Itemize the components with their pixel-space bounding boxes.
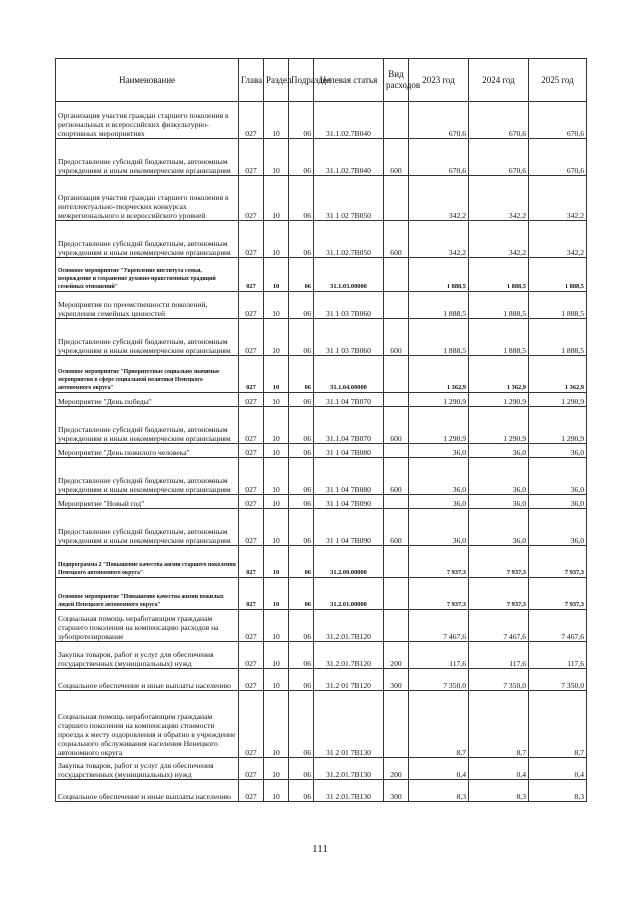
row-podrazdel: 06 bbox=[289, 610, 314, 642]
row-statya: 31 2.01.7В130 bbox=[314, 780, 384, 802]
row-vid: 200 bbox=[384, 642, 409, 669]
header-2025: 2025 год bbox=[529, 59, 587, 102]
row-2025: 1 290,9 bbox=[529, 393, 587, 407]
row-2024: 342,2 bbox=[469, 176, 529, 221]
row-name: Мероприятия по преемственности поколений, укрепления семейных ценностей bbox=[56, 292, 239, 319]
header-podrazdel: Подраздел bbox=[289, 59, 314, 102]
row-statya: 31.1 04 7В070 bbox=[314, 393, 384, 407]
row-2023: 0,4 bbox=[409, 758, 469, 780]
row-2024: 1 290,9 bbox=[469, 407, 529, 444]
row-2023: 36,0 bbox=[409, 509, 469, 546]
row-podrazdel: 06 bbox=[289, 258, 314, 292]
row-glava: 027 bbox=[239, 221, 264, 258]
row-vid: 600 bbox=[384, 509, 409, 546]
row-vid: 600 bbox=[384, 458, 409, 495]
table-row bbox=[56, 393, 587, 407]
row-glava: 027 bbox=[239, 102, 264, 139]
row-podrazdel: 06 bbox=[289, 691, 314, 758]
header-statya: Целевая статья bbox=[314, 59, 384, 102]
row-razdel: 10 bbox=[264, 758, 289, 780]
row-name: Закупка товаров, работ и услуг для обеспечения государственных (муниципальных) нужд bbox=[56, 642, 239, 669]
row-razdel: 10 bbox=[264, 578, 289, 610]
row-vid bbox=[384, 176, 409, 221]
row-name: Мероприятие "Новый год" bbox=[56, 495, 239, 509]
row-name: Мероприятие "День пожилого человека" bbox=[56, 444, 239, 458]
row-2024: 1 362,9 bbox=[469, 356, 529, 393]
row-podrazdel: 06 bbox=[289, 669, 314, 691]
row-vid: 200 bbox=[384, 758, 409, 780]
row-statya: 31 1 02 7В050 bbox=[314, 176, 384, 221]
row-podrazdel: 06 bbox=[289, 356, 314, 393]
row-vid: 600 bbox=[384, 221, 409, 258]
row-name: Предоставление субсидий бюджетным, автономным учреждениям и иным некоммерческим организациям bbox=[56, 509, 239, 546]
row-name: Социальная помощь неработающим гражданам старшего поколения на компенсацию расходов на зубопротезирование bbox=[56, 610, 239, 642]
row-glava: 027 bbox=[239, 176, 264, 221]
budget-table bbox=[55, 58, 587, 802]
row-2023: 342,2 bbox=[409, 221, 469, 258]
row-glava: 027 bbox=[239, 780, 264, 802]
row-razdel: 10 bbox=[264, 102, 289, 139]
row-vid bbox=[384, 258, 409, 292]
row-razdel: 10 bbox=[264, 610, 289, 642]
row-podrazdel: 06 bbox=[289, 780, 314, 802]
row-razdel: 10 bbox=[264, 176, 289, 221]
row-2024: 7 937,3 bbox=[469, 578, 529, 610]
row-glava: 027 bbox=[239, 139, 264, 176]
row-razdel: 10 bbox=[264, 691, 289, 758]
row-2025: 670,6 bbox=[529, 139, 587, 176]
row-vid bbox=[384, 691, 409, 758]
row-razdel: 10 bbox=[264, 458, 289, 495]
table-row bbox=[56, 780, 587, 802]
row-vid bbox=[384, 546, 409, 578]
row-razdel: 10 bbox=[264, 444, 289, 458]
row-podrazdel: 06 bbox=[289, 444, 314, 458]
row-glava: 027 bbox=[239, 669, 264, 691]
row-2023: 1 290,9 bbox=[409, 407, 469, 444]
row-name: Организация участия граждан старшего поколения в интеллектуально-творческих конкурсах межрегионального и всероссийского уровней bbox=[56, 176, 239, 221]
header-2023: 2023 год bbox=[409, 59, 469, 102]
row-vid bbox=[384, 495, 409, 509]
row-2023: 1 888,5 bbox=[409, 258, 469, 292]
row-2023: 36,0 bbox=[409, 458, 469, 495]
table-row bbox=[56, 258, 587, 292]
header-vid: Вид расходов bbox=[384, 59, 409, 102]
row-2025: 1 888,5 bbox=[529, 258, 587, 292]
row-glava: 027 bbox=[239, 509, 264, 546]
row-vid bbox=[384, 610, 409, 642]
row-glava: 027 bbox=[239, 458, 264, 495]
row-statya: 31.1.02.7В040 bbox=[314, 102, 384, 139]
row-podrazdel: 06 bbox=[289, 393, 314, 407]
row-glava: 027 bbox=[239, 319, 264, 356]
row-2023: 1 290,9 bbox=[409, 393, 469, 407]
row-2024: 7 350,0 bbox=[469, 669, 529, 691]
row-2024: 7 937,3 bbox=[469, 546, 529, 578]
table-row bbox=[56, 102, 587, 139]
row-2025: 7 467,6 bbox=[529, 610, 587, 642]
table-row bbox=[56, 444, 587, 458]
row-statya: 31.1.04 7В070 bbox=[314, 407, 384, 444]
row-2024: 36,0 bbox=[469, 458, 529, 495]
row-2023: 1 888,5 bbox=[409, 292, 469, 319]
table-body bbox=[56, 102, 587, 802]
row-2023: 342,2 bbox=[409, 176, 469, 221]
row-glava: 027 bbox=[239, 393, 264, 407]
table-row bbox=[56, 139, 587, 176]
row-vid: 600 bbox=[384, 139, 409, 176]
table-row bbox=[56, 610, 587, 642]
row-2023: 7 937,3 bbox=[409, 546, 469, 578]
row-2025: 670,6 bbox=[529, 102, 587, 139]
row-2025: 1 888,5 bbox=[529, 292, 587, 319]
row-statya: 31 1 04 7В080 bbox=[314, 444, 384, 458]
row-razdel: 10 bbox=[264, 495, 289, 509]
row-2023: 7 350,0 bbox=[409, 669, 469, 691]
row-glava: 027 bbox=[239, 495, 264, 509]
row-podrazdel: 06 bbox=[289, 102, 314, 139]
row-vid: 300 bbox=[384, 669, 409, 691]
row-podrazdel: 06 bbox=[289, 546, 314, 578]
row-razdel: 10 bbox=[264, 356, 289, 393]
header-name: Наименование bbox=[56, 59, 239, 102]
row-razdel: 10 bbox=[264, 292, 289, 319]
row-statya: 31 1 04 7В090 bbox=[314, 495, 384, 509]
row-statya: 31 2 01 7В130 bbox=[314, 691, 384, 758]
row-razdel: 10 bbox=[264, 258, 289, 292]
table-row bbox=[56, 176, 587, 221]
page-number: 111 bbox=[312, 843, 328, 855]
row-2023: 7 467,6 bbox=[409, 610, 469, 642]
row-vid bbox=[384, 444, 409, 458]
row-2023: 670,6 bbox=[409, 139, 469, 176]
table-row bbox=[56, 458, 587, 495]
row-razdel: 10 bbox=[264, 139, 289, 176]
table-row bbox=[56, 546, 587, 578]
row-2025: 36,0 bbox=[529, 458, 587, 495]
table-row bbox=[56, 356, 587, 393]
row-name: Организация участия граждан старшего поколения в региональных и всероссийских физкультурно-спортивных мероприятиях bbox=[56, 102, 239, 139]
row-podrazdel: 06 bbox=[289, 758, 314, 780]
row-vid bbox=[384, 393, 409, 407]
row-2025: 117,6 bbox=[529, 642, 587, 669]
table-row bbox=[56, 669, 587, 691]
table-row bbox=[56, 407, 587, 444]
row-statya: 31 1 04 7В080 bbox=[314, 458, 384, 495]
row-vid bbox=[384, 292, 409, 319]
table-row bbox=[56, 319, 587, 356]
row-glava: 027 bbox=[239, 356, 264, 393]
row-statya: 31.1.02.7В040 bbox=[314, 139, 384, 176]
row-razdel: 10 bbox=[264, 407, 289, 444]
row-podrazdel: 06 bbox=[289, 578, 314, 610]
row-name: Социальное обеспечение и иные выплаты населению bbox=[56, 780, 239, 802]
row-2024: 8,3 bbox=[469, 780, 529, 802]
row-2023: 7 937,3 bbox=[409, 578, 469, 610]
row-name: Предоставление субсидий бюджетным, автономным учреждениям и иным некоммерческим организациям bbox=[56, 458, 239, 495]
row-podrazdel: 06 bbox=[289, 407, 314, 444]
row-2024: 36,0 bbox=[469, 495, 529, 509]
row-name: Мероприятие "День победы" bbox=[56, 393, 239, 407]
row-2024: 7 467,6 bbox=[469, 610, 529, 642]
row-glava: 027 bbox=[239, 691, 264, 758]
row-2023: 1 888,5 bbox=[409, 319, 469, 356]
row-name: Закупка товаров, работ и услуг для обеспечения государственных (муниципальных) нужд bbox=[56, 758, 239, 780]
table-row bbox=[56, 495, 587, 509]
row-2024: 670,6 bbox=[469, 102, 529, 139]
row-glava: 027 bbox=[239, 578, 264, 610]
row-razdel: 10 bbox=[264, 393, 289, 407]
row-razdel: 10 bbox=[264, 642, 289, 669]
header-glava: Глава bbox=[239, 59, 264, 102]
row-podrazdel: 06 bbox=[289, 139, 314, 176]
row-2025: 7 937,3 bbox=[529, 578, 587, 610]
row-name: Основное мероприятие "Повышение качества жизни пожилых людей Ненецкого автономного округа" bbox=[56, 578, 239, 610]
row-2024: 1 888,5 bbox=[469, 258, 529, 292]
row-glava: 027 bbox=[239, 407, 264, 444]
row-name: Социальная помощь неработающим гражданам старшего поколения на компенсацию стоимости проезда к месту оздоровления и обратно в учреждение социального обслуживания населения Ненецкого автономного округа bbox=[56, 691, 239, 758]
table-row bbox=[56, 691, 587, 758]
row-2025: 8,3 bbox=[529, 780, 587, 802]
row-name: Основное мероприятие "Укрепление института семьи, возрождение и сохранение духовно-нравственных традиций семейных отношений" bbox=[56, 258, 239, 292]
table-row bbox=[56, 758, 587, 780]
row-2024: 1 290,9 bbox=[469, 393, 529, 407]
row-vid bbox=[384, 356, 409, 393]
table-header-row bbox=[56, 59, 587, 102]
row-vid bbox=[384, 578, 409, 610]
row-name: Подпрограмма 2 "Повышение качества жизни старшего поколения Ненецкого автономного округа" bbox=[56, 546, 239, 578]
row-2023: 8,3 bbox=[409, 780, 469, 802]
row-2025: 8,7 bbox=[529, 691, 587, 758]
row-statya: 31.1.03.00000 bbox=[314, 258, 384, 292]
row-razdel: 10 bbox=[264, 221, 289, 258]
row-podrazdel: 06 bbox=[289, 509, 314, 546]
row-2023: 117,6 bbox=[409, 642, 469, 669]
row-2024: 36,0 bbox=[469, 509, 529, 546]
row-2023: 36,0 bbox=[409, 444, 469, 458]
row-2024: 0,4 bbox=[469, 758, 529, 780]
row-2024: 8,7 bbox=[469, 691, 529, 758]
row-glava: 027 bbox=[239, 258, 264, 292]
header-razdel: Раздел bbox=[264, 59, 289, 102]
row-podrazdel: 06 bbox=[289, 642, 314, 669]
row-2024: 670,6 bbox=[469, 139, 529, 176]
row-vid bbox=[384, 102, 409, 139]
row-razdel: 10 bbox=[264, 546, 289, 578]
row-glava: 027 bbox=[239, 610, 264, 642]
row-2025: 1 888,5 bbox=[529, 319, 587, 356]
row-statya: 31 1 03 7В060 bbox=[314, 292, 384, 319]
row-statya: 31.2.01.7В130 bbox=[314, 758, 384, 780]
row-2024: 1 888,5 bbox=[469, 292, 529, 319]
row-podrazdel: 06 bbox=[289, 221, 314, 258]
table-row bbox=[56, 578, 587, 610]
row-glava: 027 bbox=[239, 292, 264, 319]
row-razdel: 10 bbox=[264, 669, 289, 691]
row-vid: 600 bbox=[384, 407, 409, 444]
row-name: Предоставление субсидий бюджетным, автономным учреждениям и иным некоммерческим организациям bbox=[56, 407, 239, 444]
row-statya: 31 1 04 7В090 bbox=[314, 509, 384, 546]
row-statya: 31.2.01.7В120 bbox=[314, 642, 384, 669]
row-2023: 670,6 bbox=[409, 102, 469, 139]
row-podrazdel: 06 bbox=[289, 458, 314, 495]
row-glava: 027 bbox=[239, 546, 264, 578]
row-statya: 31.2.01.7В120 bbox=[314, 610, 384, 642]
table-row bbox=[56, 221, 587, 258]
row-razdel: 10 bbox=[264, 319, 289, 356]
row-name: Предоставление субсидий бюджетным, автономным учреждениям и иным некоммерческим организациям bbox=[56, 139, 239, 176]
table-row bbox=[56, 292, 587, 319]
row-name: Предоставление субсидий бюджетным, автономным учреждениям и иным некоммерческим организациям bbox=[56, 319, 239, 356]
row-2025: 342,2 bbox=[529, 176, 587, 221]
row-2023: 8,7 bbox=[409, 691, 469, 758]
row-name: Предоставление субсидий бюджетным, автономным учреждениям и иным некоммерческим организациям bbox=[56, 221, 239, 258]
row-razdel: 10 bbox=[264, 509, 289, 546]
row-2025: 0,4 bbox=[529, 758, 587, 780]
row-2024: 342,2 bbox=[469, 221, 529, 258]
row-glava: 027 bbox=[239, 758, 264, 780]
row-statya: 31 1 03 7В060 bbox=[314, 319, 384, 356]
row-2024: 117,6 bbox=[469, 642, 529, 669]
row-statya: 31.2.01.00000 bbox=[314, 578, 384, 610]
row-statya: 31.1.04.00000 bbox=[314, 356, 384, 393]
row-statya: 31.1.02.7В050 bbox=[314, 221, 384, 258]
header-2024: 2024 год bbox=[469, 59, 529, 102]
row-2025: 36,0 bbox=[529, 495, 587, 509]
row-2025: 1 362,9 bbox=[529, 356, 587, 393]
row-2025: 7 350,0 bbox=[529, 669, 587, 691]
row-statya: 31.2.00.00000 bbox=[314, 546, 384, 578]
row-2025: 342,2 bbox=[529, 221, 587, 258]
row-2024: 1 888,5 bbox=[469, 319, 529, 356]
row-podrazdel: 06 bbox=[289, 319, 314, 356]
row-razdel: 10 bbox=[264, 780, 289, 802]
row-2025: 7 937,3 bbox=[529, 546, 587, 578]
row-glava: 027 bbox=[239, 642, 264, 669]
row-name: Основное мероприятие "Приоритетные социально значимые мероприятия в сфере социальной политики Ненецкого автономного округа" bbox=[56, 356, 239, 393]
row-vid: 600 bbox=[384, 319, 409, 356]
row-vid: 300 bbox=[384, 780, 409, 802]
table-row bbox=[56, 509, 587, 546]
table-row bbox=[56, 642, 587, 669]
row-2023: 1 362,9 bbox=[409, 356, 469, 393]
row-podrazdel: 06 bbox=[289, 292, 314, 319]
row-podrazdel: 06 bbox=[289, 176, 314, 221]
row-2025: 1 290,9 bbox=[529, 407, 587, 444]
row-name: Социальное обеспечение и иные выплаты населению bbox=[56, 669, 239, 691]
row-2025: 36,0 bbox=[529, 509, 587, 546]
row-2025: 36,0 bbox=[529, 444, 587, 458]
row-glava: 027 bbox=[239, 444, 264, 458]
row-2023: 36,0 bbox=[409, 495, 469, 509]
row-statya: 31.2 01 7В120 bbox=[314, 669, 384, 691]
row-podrazdel: 06 bbox=[289, 495, 314, 509]
row-2024: 36,0 bbox=[469, 444, 529, 458]
